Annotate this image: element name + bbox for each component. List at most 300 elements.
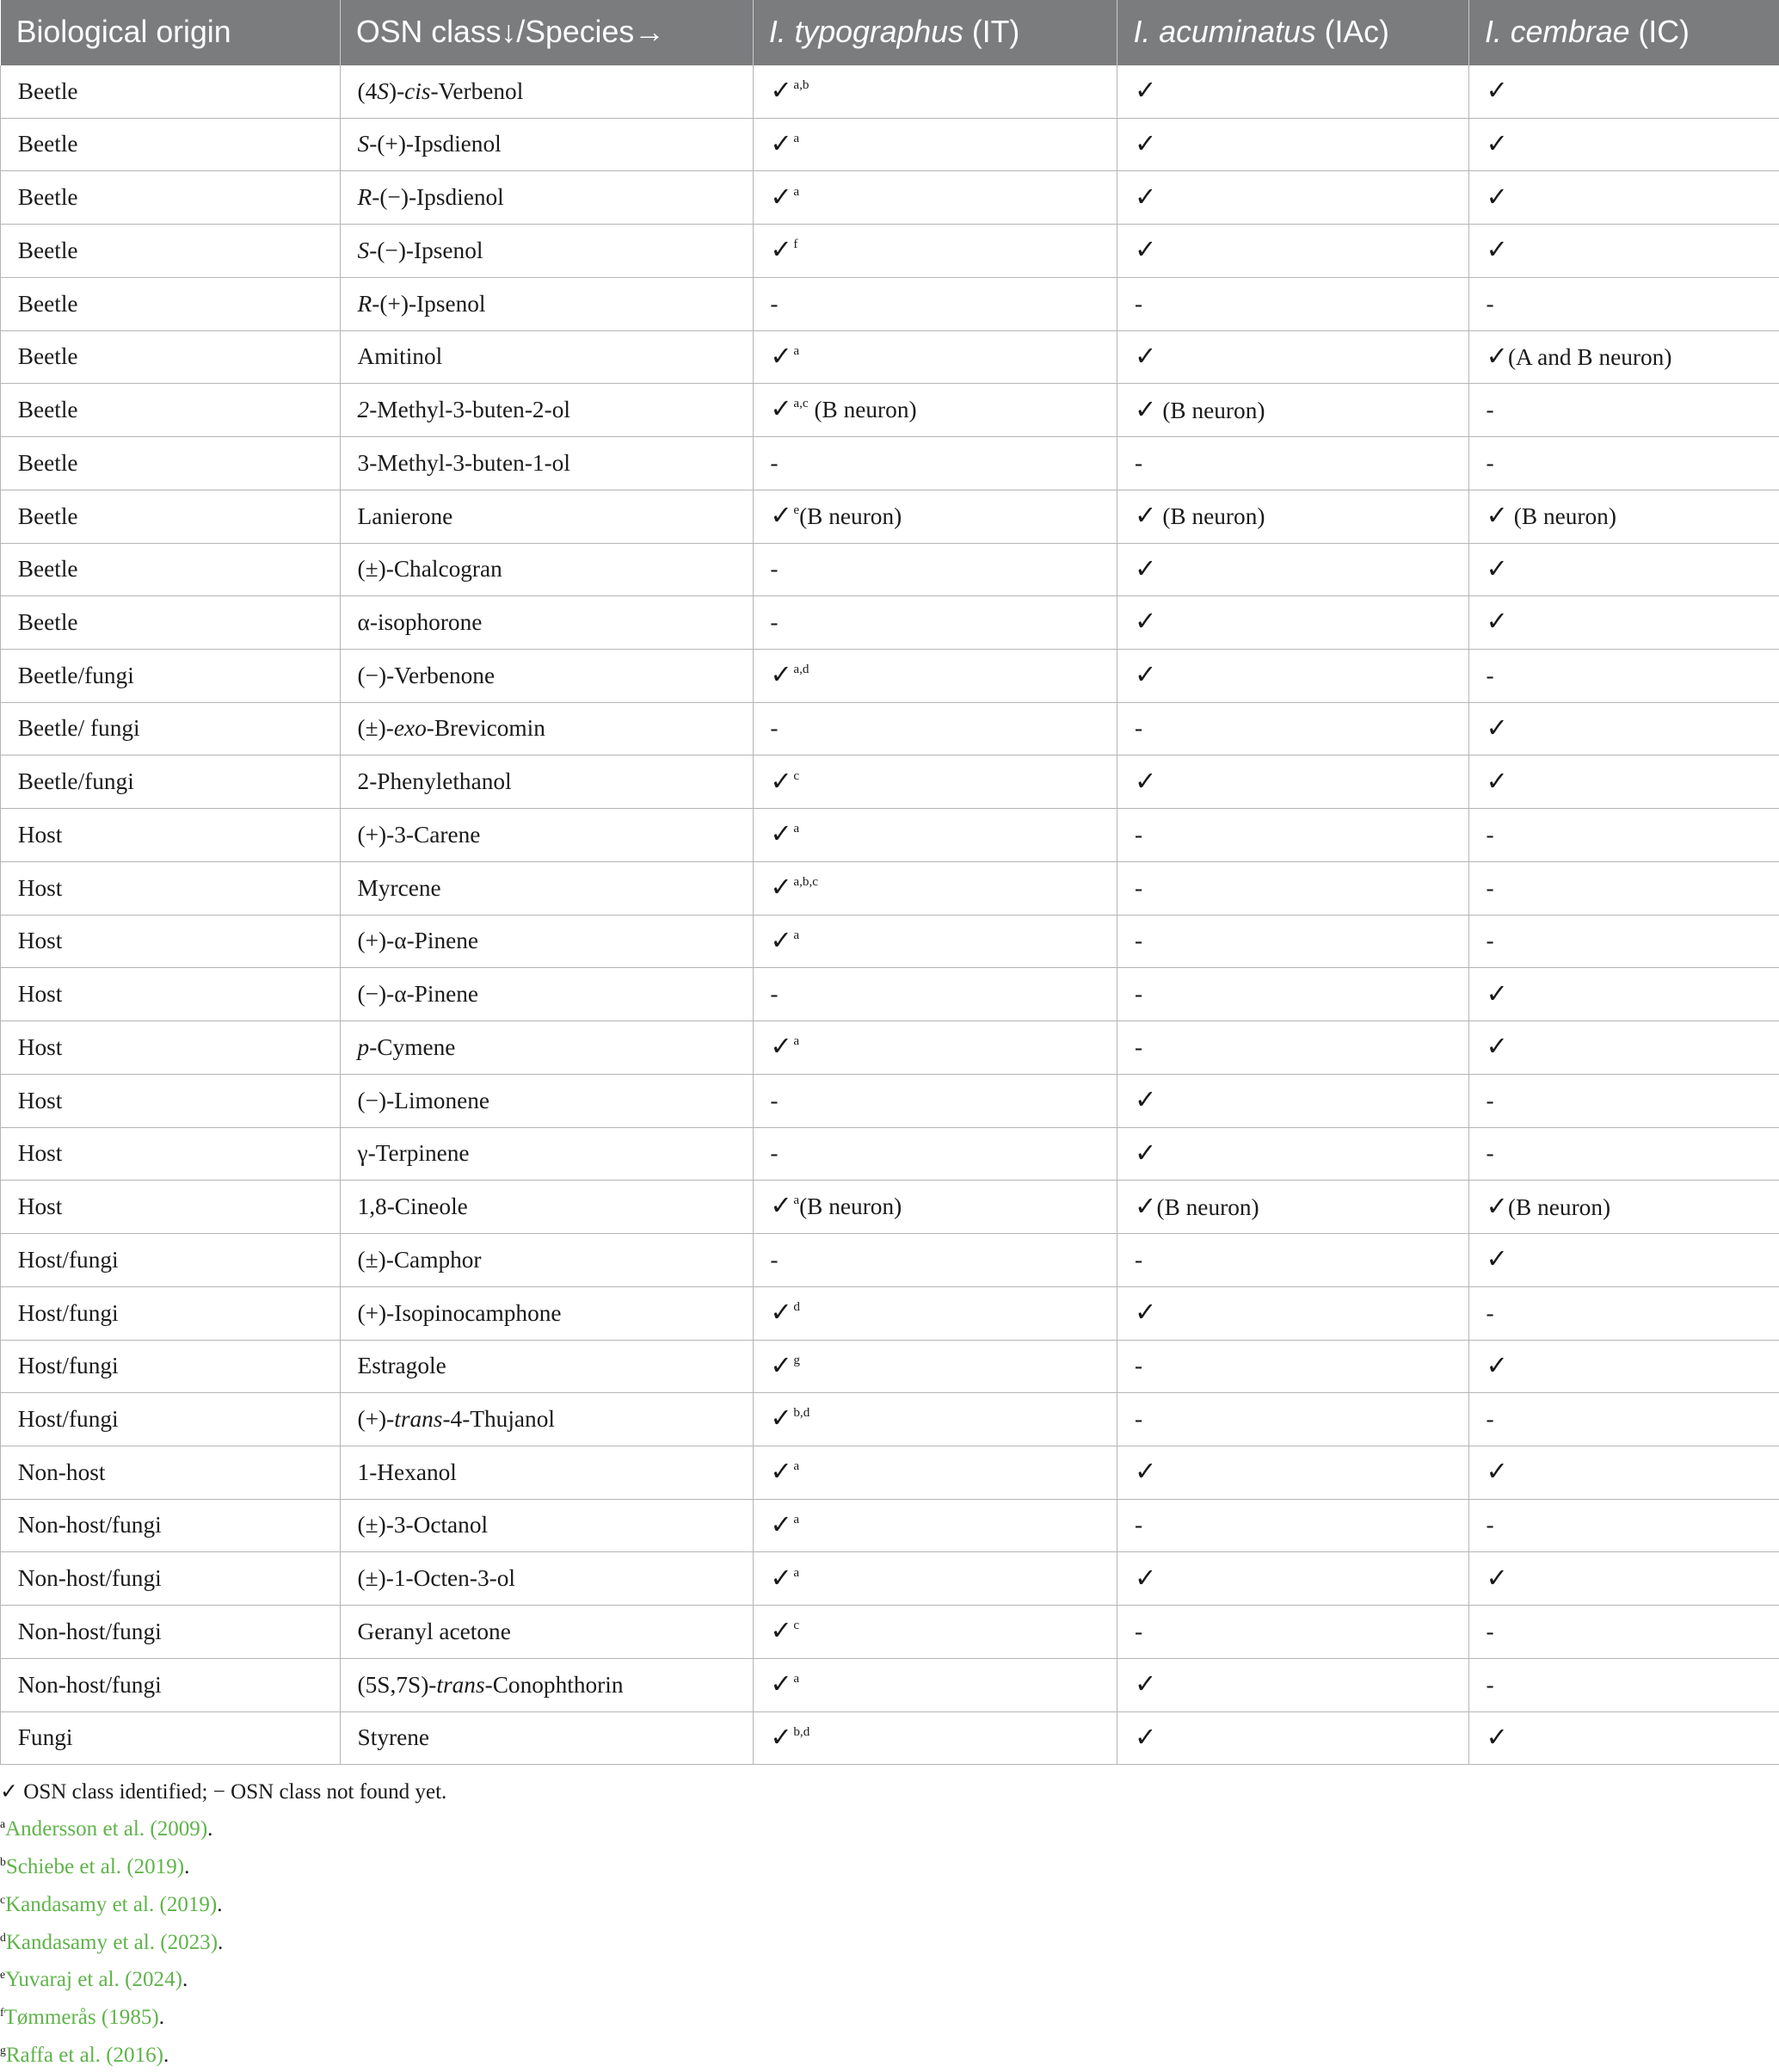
origin-cell: Non-host/fungi bbox=[1, 1658, 341, 1711]
neuron-note: (A and B neuron) bbox=[1508, 344, 1672, 370]
species-cell-it bbox=[753, 118, 1117, 171]
origin-cell: Non-host/fungi bbox=[1, 1499, 341, 1552]
osn-class-text: (+)- bbox=[358, 1406, 395, 1432]
osn-class-cell bbox=[340, 1446, 753, 1500]
check-mark: ✓ bbox=[1487, 1244, 1508, 1274]
check-mark: ✓ bbox=[770, 873, 791, 903]
species-cell-ic bbox=[1468, 1446, 1779, 1500]
check-mark: ✓ bbox=[1487, 1192, 1508, 1222]
species-cell-it bbox=[753, 755, 1117, 809]
dash-mark: - bbox=[1487, 1300, 1494, 1326]
column-header-code: (IAc) bbox=[1316, 15, 1389, 49]
osn-class-text: (±)-Chalcogran bbox=[358, 556, 502, 582]
origin-cell: Beetle bbox=[1, 171, 341, 225]
dash-mark: - bbox=[1135, 1619, 1142, 1644]
origin-cell: Host bbox=[1, 1074, 341, 1127]
osn-class-text: -(−)-Ipsenol bbox=[369, 237, 483, 263]
dash-mark: - bbox=[1487, 1672, 1494, 1698]
table-row bbox=[1, 755, 1779, 809]
check-mark: ✓ bbox=[770, 182, 791, 213]
neuron-note: (B neuron) bbox=[1156, 503, 1265, 529]
origin-cell: Beetle bbox=[1, 384, 341, 437]
osn-class-text: (−)-Limonene bbox=[358, 1088, 490, 1113]
species-cell-iac bbox=[1117, 1234, 1468, 1287]
species-cell-ic bbox=[1468, 65, 1779, 118]
species-cell-iac bbox=[1117, 171, 1468, 225]
check-mark: ✓ bbox=[770, 129, 791, 159]
check-mark: ✓ bbox=[1135, 1192, 1156, 1222]
species-cell-it bbox=[753, 384, 1117, 437]
species-cell-iac bbox=[1117, 1606, 1468, 1659]
column-header bbox=[1468, 0, 1779, 65]
species-cell-iac bbox=[1117, 1552, 1468, 1606]
check-mark: ✓ bbox=[770, 1563, 791, 1594]
neuron-note: (B neuron) bbox=[1508, 503, 1616, 529]
table-row bbox=[1, 437, 1779, 490]
species-cell-iac bbox=[1117, 1127, 1468, 1181]
species-cell-it bbox=[753, 1552, 1117, 1606]
osn-class-cell bbox=[340, 1552, 753, 1606]
dash-mark: - bbox=[1135, 822, 1142, 848]
dash-mark: - bbox=[1135, 928, 1142, 953]
reference-link[interactable]: Schiebe et al. (2019) bbox=[6, 1855, 184, 1878]
osn-class-text: Styrene bbox=[358, 1724, 429, 1750]
species-cell-ic bbox=[1468, 225, 1779, 278]
check-mark: ✓ bbox=[1135, 395, 1156, 425]
osn-class-cell bbox=[340, 861, 753, 915]
table-row bbox=[1, 171, 1779, 225]
species-cell-iac bbox=[1117, 277, 1468, 330]
dash-mark: - bbox=[1487, 1088, 1494, 1113]
check-mark: ✓ bbox=[1487, 554, 1508, 584]
species-cell-it bbox=[753, 1286, 1117, 1340]
species-cell-iac bbox=[1117, 65, 1468, 118]
osn-class-text: -(+)-Ipsenol bbox=[372, 291, 485, 317]
footnote-ref: a bbox=[793, 1458, 799, 1473]
table-row bbox=[1, 809, 1779, 862]
species-cell-iac bbox=[1117, 1181, 1468, 1234]
species-cell-it bbox=[753, 1340, 1117, 1393]
osn-class-text: (±)-3-Octanol bbox=[358, 1512, 489, 1538]
check-mark: ✓ bbox=[1135, 1563, 1156, 1594]
table-row bbox=[1, 277, 1779, 330]
footnote-marker: d bbox=[0, 1931, 6, 1944]
column-header-code: (IT) bbox=[963, 15, 1019, 49]
footnote-ref: f bbox=[793, 237, 797, 251]
osn-class-text: 2 bbox=[358, 397, 370, 422]
table-row bbox=[1, 1711, 1779, 1765]
footnote-ref: c bbox=[793, 768, 799, 783]
species-cell-iac bbox=[1117, 1499, 1468, 1552]
osn-class-text: (+)-α-Pinene bbox=[358, 928, 479, 953]
species-cell-it bbox=[753, 65, 1117, 118]
check-mark: ✓ bbox=[1487, 979, 1508, 1009]
species-cell-ic bbox=[1468, 1127, 1779, 1181]
origin-cell: Beetle bbox=[1, 118, 341, 171]
osn-class-cell bbox=[340, 1074, 753, 1127]
osn-class-cell bbox=[340, 1234, 753, 1287]
check-mark: ✓ bbox=[770, 1457, 791, 1487]
reference-link[interactable]: Yuvaraj et al. (2024) bbox=[5, 1968, 182, 1991]
osn-class-cell bbox=[340, 1499, 753, 1552]
check-mark: ✓ bbox=[1487, 235, 1508, 265]
dash-mark: - bbox=[1135, 450, 1142, 476]
osn-class-cell bbox=[340, 1021, 753, 1075]
footnote-legend: ✓ OSN class identified; − OSN class not found yet. bbox=[0, 1776, 1779, 1809]
table-row bbox=[1, 968, 1779, 1021]
check-mark: ✓ bbox=[770, 395, 791, 425]
species-cell-iac bbox=[1117, 915, 1468, 968]
footnote-line: $^d$Kandasamy et al. (2023). bbox=[0, 1921, 1779, 1959]
dash-mark: - bbox=[770, 981, 778, 1007]
footnote-ref: a bbox=[793, 821, 799, 836]
osn-class-text: Lanierone bbox=[358, 503, 453, 529]
dash-mark: - bbox=[1487, 875, 1494, 901]
osn-class-text: -4-Thujanol bbox=[442, 1406, 555, 1432]
dash-mark: - bbox=[1135, 1247, 1142, 1273]
species-cell-it bbox=[753, 490, 1117, 543]
check-mark: ✓ bbox=[1135, 1457, 1156, 1487]
osn-class-text: Myrcene bbox=[358, 875, 441, 901]
osn-class-text: Estragole bbox=[358, 1353, 446, 1378]
osn-class-cell bbox=[340, 65, 753, 118]
dash-mark: - bbox=[1487, 1512, 1494, 1538]
origin-cell: Beetle bbox=[1, 330, 341, 384]
footnote-ref: a bbox=[793, 184, 799, 199]
origin-cell: Beetle bbox=[1, 225, 341, 278]
osn-class-text: Geranyl acetone bbox=[358, 1619, 511, 1644]
check-mark: ✓ bbox=[770, 660, 791, 690]
species-cell-it bbox=[753, 861, 1117, 915]
reference-link[interactable]: Kandasamy et al. (2019) bbox=[5, 1893, 217, 1916]
table-row bbox=[1, 490, 1779, 543]
check-mark: ✓ bbox=[1135, 235, 1156, 265]
check-mark: ✓ bbox=[1135, 129, 1156, 159]
check-mark: ✓ bbox=[1135, 1085, 1156, 1115]
species-cell-it bbox=[753, 1074, 1117, 1127]
osn-class-cell bbox=[340, 915, 753, 968]
check-mark: ✓ bbox=[770, 1032, 791, 1062]
dash-mark: - bbox=[770, 1088, 778, 1113]
osn-class-cell bbox=[340, 437, 753, 490]
species-cell-iac bbox=[1117, 1074, 1468, 1127]
species-cell-ic bbox=[1468, 1658, 1779, 1711]
species-cell-ic bbox=[1468, 277, 1779, 330]
osn-class-text: S bbox=[377, 78, 389, 104]
table-row bbox=[1, 1658, 1779, 1711]
check-mark: ✓ bbox=[1487, 1032, 1508, 1062]
neuron-note: (B neuron) bbox=[1156, 1194, 1259, 1220]
species-cell-ic bbox=[1468, 1286, 1779, 1340]
check-mark: ✓ bbox=[1135, 501, 1156, 531]
osn-class-cell bbox=[340, 1711, 753, 1765]
dash-mark: - bbox=[770, 556, 778, 582]
species-cell-it bbox=[753, 1181, 1117, 1234]
origin-cell: Beetle/fungi bbox=[1, 755, 341, 809]
osn-class-text: S bbox=[358, 131, 370, 157]
dash-mark: - bbox=[1135, 1353, 1142, 1378]
dash-mark: - bbox=[1487, 291, 1494, 317]
species-cell-iac bbox=[1117, 861, 1468, 915]
reference-list bbox=[0, 1808, 1779, 2071]
osn-class-text: (±)-1-Octen-3-ol bbox=[358, 1565, 515, 1591]
osn-class-text: trans bbox=[394, 1406, 442, 1432]
footnote-ref: a bbox=[793, 343, 799, 358]
check-mark: ✓ bbox=[1135, 767, 1156, 797]
osn-class-text: α-isophorone bbox=[358, 609, 483, 635]
table-row bbox=[1, 1499, 1779, 1552]
column-header: OSN class↓/Species→ bbox=[340, 0, 753, 65]
check-mark: ✓ bbox=[1135, 554, 1156, 584]
osn-class-text: -Methyl-3-buten-2-ol bbox=[369, 397, 570, 422]
osn-class-text: 1-Hexanol bbox=[358, 1459, 457, 1485]
origin-cell: Beetle/fungi bbox=[1, 650, 341, 703]
reference-link[interactable]: Andersson et al. (2009) bbox=[5, 1817, 207, 1841]
osn-class-text: -Verbenol bbox=[431, 78, 524, 104]
table-row bbox=[1, 225, 1779, 278]
check-mark: ✓ bbox=[770, 1723, 791, 1753]
species-cell-iac bbox=[1117, 384, 1468, 437]
table-row bbox=[1, 1393, 1779, 1446]
footnote-ref: c bbox=[793, 1618, 799, 1632]
footnote-marker: e bbox=[0, 1968, 5, 1981]
check-mark: ✓ bbox=[770, 76, 791, 106]
check-mark: ✓ bbox=[1135, 607, 1156, 637]
species-cell-iac bbox=[1117, 1340, 1468, 1393]
table-row bbox=[1, 915, 1779, 968]
footnote-marker: b bbox=[0, 1855, 6, 1868]
osn-class-text: cis bbox=[404, 78, 430, 104]
table-row bbox=[1, 384, 1779, 437]
table-row bbox=[1, 1181, 1779, 1234]
species-cell-ic bbox=[1468, 1074, 1779, 1127]
table-row bbox=[1, 1340, 1779, 1393]
check-mark: ✓ bbox=[770, 819, 791, 849]
osn-class-cell bbox=[340, 1606, 753, 1659]
origin-cell: Beetle bbox=[1, 543, 341, 596]
check-mark: ✓ bbox=[1135, 1298, 1156, 1328]
table-body bbox=[1, 65, 1779, 1765]
dash-mark: - bbox=[1487, 450, 1494, 476]
osn-class-text: (5S,7S)- bbox=[358, 1672, 437, 1698]
check-mark: ✓ bbox=[770, 235, 791, 265]
check-mark: ✓ bbox=[1487, 182, 1508, 213]
species-cell-ic bbox=[1468, 1181, 1779, 1234]
dash-mark: - bbox=[1487, 397, 1494, 422]
osn-class-cell bbox=[340, 171, 753, 225]
species-cell-ic bbox=[1468, 596, 1779, 650]
origin-cell: Host/fungi bbox=[1, 1340, 341, 1393]
species-cell-ic bbox=[1468, 330, 1779, 384]
origin-cell: Host/fungi bbox=[1, 1393, 341, 1446]
footnote-ref: a bbox=[793, 1193, 799, 1207]
table-row bbox=[1, 1127, 1779, 1181]
species-cell-ic bbox=[1468, 1021, 1779, 1075]
check-mark: ✓ bbox=[1487, 1563, 1508, 1594]
species-cell-iac bbox=[1117, 596, 1468, 650]
species-cell-iac bbox=[1117, 968, 1468, 1021]
osn-class-text: p bbox=[358, 1034, 370, 1060]
check-mark: ✓ bbox=[770, 501, 791, 531]
species-cell-ic bbox=[1468, 490, 1779, 543]
species-cell-ic bbox=[1468, 437, 1779, 490]
footnote-ref: a bbox=[793, 1512, 799, 1526]
column-header-species: I. acuminatus bbox=[1134, 15, 1316, 49]
table-row bbox=[1, 1021, 1779, 1075]
osn-class-text: )- bbox=[389, 78, 404, 104]
species-cell-iac bbox=[1117, 437, 1468, 490]
table-row bbox=[1, 543, 1779, 596]
check-mark: ✓ bbox=[1135, 1723, 1156, 1753]
origin-cell: Beetle bbox=[1, 277, 341, 330]
species-cell-it bbox=[753, 1446, 1117, 1500]
species-cell-ic bbox=[1468, 1552, 1779, 1606]
check-mark: ✓ bbox=[1487, 1723, 1508, 1753]
species-cell-iac bbox=[1117, 490, 1468, 543]
species-cell-ic bbox=[1468, 968, 1779, 1021]
species-cell-it bbox=[753, 650, 1117, 703]
check-mark: ✓ bbox=[1135, 342, 1156, 372]
neuron-note: (B neuron) bbox=[1156, 398, 1265, 423]
osn-class-text: (−)-α-Pinene bbox=[358, 981, 479, 1007]
osn-class-text: -Conophthorin bbox=[485, 1672, 624, 1698]
table-row bbox=[1, 861, 1779, 915]
species-cell-it bbox=[753, 1658, 1117, 1711]
origin-cell: Host bbox=[1, 809, 341, 862]
species-cell-ic bbox=[1468, 1234, 1779, 1287]
osn-class-cell bbox=[340, 330, 753, 384]
footnote-line: $^c$Kandasamy et al. (2019). bbox=[0, 1884, 1779, 1921]
origin-cell: Host bbox=[1, 861, 341, 915]
osn-class-cell bbox=[340, 755, 753, 809]
footnote-line: $^e$Yuvaraj et al. (2024). bbox=[0, 1958, 1779, 1996]
dash-mark: - bbox=[1135, 291, 1142, 317]
footnote-marker: c bbox=[0, 1893, 5, 1906]
species-cell-it bbox=[753, 225, 1117, 278]
osn-class-text: R bbox=[358, 291, 372, 317]
check-mark: ✓ bbox=[1487, 501, 1508, 531]
dash-mark: - bbox=[770, 1247, 778, 1273]
species-cell-it bbox=[753, 809, 1117, 862]
table-row bbox=[1, 650, 1779, 703]
check-mark: ✓ bbox=[1135, 1138, 1156, 1169]
footnote-ref: a,d bbox=[793, 662, 809, 676]
check-mark: ✓ bbox=[770, 1404, 791, 1434]
species-cell-iac bbox=[1117, 1711, 1468, 1765]
origin-cell: Beetle bbox=[1, 490, 341, 543]
check-mark: ✓ bbox=[1487, 76, 1508, 106]
footnote-ref: e bbox=[793, 503, 799, 517]
footnote-marker: a bbox=[0, 1817, 5, 1830]
table-row bbox=[1, 1234, 1779, 1287]
species-cell-ic bbox=[1468, 1393, 1779, 1446]
species-cell-ic bbox=[1468, 915, 1779, 968]
species-cell-iac bbox=[1117, 702, 1468, 755]
check-mark: ✓ bbox=[770, 1669, 791, 1699]
dash-mark: - bbox=[1135, 1406, 1142, 1432]
species-cell-ic bbox=[1468, 650, 1779, 703]
species-cell-iac bbox=[1117, 1021, 1468, 1075]
origin-cell: Beetle bbox=[1, 65, 341, 118]
species-cell-iac bbox=[1117, 1393, 1468, 1446]
footnote-ref: d bbox=[793, 1299, 800, 1314]
osn-class-cell bbox=[340, 1127, 753, 1181]
species-cell-ic bbox=[1468, 755, 1779, 809]
reference-link[interactable]: Tømmerås (1985) bbox=[4, 2006, 159, 2029]
species-cell-it bbox=[753, 968, 1117, 1021]
origin-cell: Host/fungi bbox=[1, 1286, 341, 1340]
column-header-code: (IC) bbox=[1630, 15, 1690, 49]
dash-mark: - bbox=[1487, 663, 1494, 688]
species-cell-ic bbox=[1468, 702, 1779, 755]
check-mark: ✓ bbox=[1487, 607, 1508, 637]
check-mark: ✓ bbox=[770, 767, 791, 797]
table-header bbox=[1, 0, 1779, 65]
species-cell-ic bbox=[1468, 1340, 1779, 1393]
origin-cell: Host bbox=[1, 915, 341, 968]
osn-class-cell bbox=[340, 702, 753, 755]
footnote-line: $^b$Schiebe et al. (2019). bbox=[0, 1846, 1779, 1884]
species-cell-it bbox=[753, 330, 1117, 384]
dash-mark: - bbox=[1135, 875, 1142, 901]
osn-class-cell bbox=[340, 490, 753, 543]
species-cell-ic bbox=[1468, 1711, 1779, 1765]
osn-class-text: 2-Phenylethanol bbox=[358, 768, 512, 794]
header-row bbox=[1, 0, 1779, 65]
dash-mark: - bbox=[1135, 1512, 1142, 1538]
dash-mark: - bbox=[770, 715, 778, 741]
species-cell-it bbox=[753, 1711, 1117, 1765]
origin-cell: Beetle bbox=[1, 596, 341, 650]
footnote-ref: a,c bbox=[793, 396, 808, 410]
species-cell-ic bbox=[1468, 118, 1779, 171]
table-row bbox=[1, 702, 1779, 755]
check-mark: ✓ bbox=[1135, 1669, 1156, 1699]
osn-class-text: (+)-Isopinocamphone bbox=[358, 1300, 562, 1326]
check-mark: ✓ bbox=[1135, 660, 1156, 690]
neuron-note: (B neuron) bbox=[799, 1194, 902, 1220]
osn-class-cell bbox=[340, 1340, 753, 1393]
footnote-ref: a,b bbox=[793, 77, 809, 92]
osn-class-text: (−)-Verbenone bbox=[358, 663, 496, 688]
osn-class-text: -(+)-Ipsdienol bbox=[369, 131, 502, 157]
reference-link[interactable]: Raffa et al. (2016) bbox=[6, 2044, 163, 2067]
column-header-species: I. typographus bbox=[769, 15, 963, 49]
check-mark: ✓ bbox=[1135, 182, 1156, 213]
dash-mark: - bbox=[770, 291, 778, 317]
osn-class-text: S bbox=[358, 237, 370, 263]
species-cell-ic bbox=[1468, 384, 1779, 437]
neuron-note: (B neuron) bbox=[1508, 1194, 1610, 1220]
check-mark: ✓ bbox=[1487, 1457, 1508, 1487]
species-cell-it bbox=[753, 277, 1117, 330]
species-cell-ic bbox=[1468, 543, 1779, 596]
osn-class-cell bbox=[340, 277, 753, 330]
species-cell-ic bbox=[1468, 861, 1779, 915]
column-header: Biological origin bbox=[1, 0, 341, 65]
species-cell-it bbox=[753, 1021, 1117, 1075]
origin-cell: Fungi bbox=[1, 1711, 341, 1765]
origin-cell: Beetle/ fungi bbox=[1, 702, 341, 755]
species-cell-it bbox=[753, 1127, 1117, 1181]
species-cell-iac bbox=[1117, 650, 1468, 703]
species-cell-iac bbox=[1117, 225, 1468, 278]
footnote-marker: f bbox=[0, 2006, 4, 2019]
reference-link[interactable]: Kandasamy et al. (2023) bbox=[6, 1931, 218, 1954]
species-cell-iac bbox=[1117, 755, 1468, 809]
origin-cell: Host bbox=[1, 1127, 341, 1181]
osn-class-text: R bbox=[358, 184, 372, 210]
